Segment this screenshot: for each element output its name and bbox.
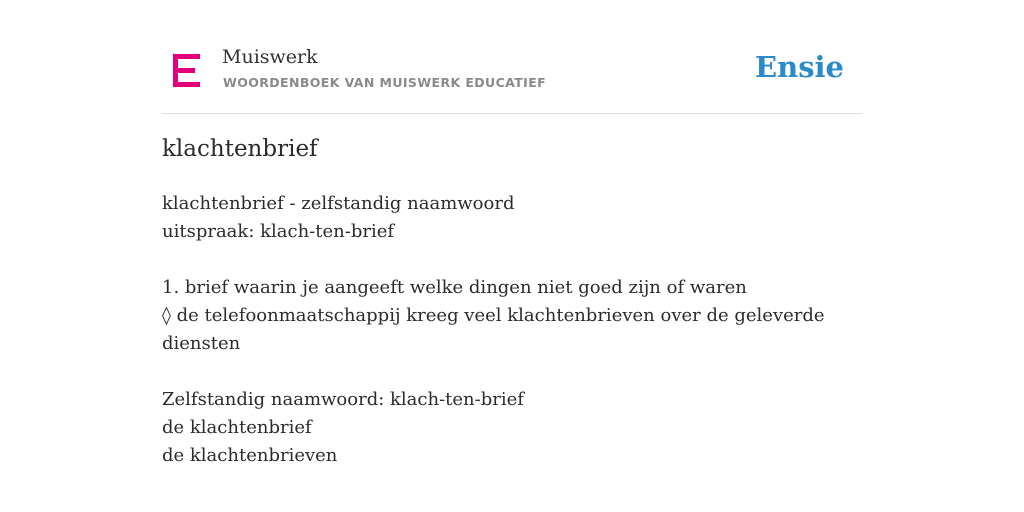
page-header — [162, 44, 862, 114]
entry-title: klachtenbrief — [162, 136, 318, 162]
plural-form-line: de klachtenbrieven — [162, 445, 338, 466]
singular-form-line: de klachtenbrief — [162, 417, 312, 438]
logo-bar-bottom — [173, 82, 200, 87]
example-line: ◊ de telefoonmaatschappij kreeg veel klachtenbrieven over de geleverde diensten — [162, 305, 825, 354]
ensie-logo[interactable]: Ensie — [755, 50, 844, 84]
muiswerk-e-logo-icon[interactable] — [173, 54, 200, 87]
blank-line — [162, 358, 862, 386]
definition-line: 1. brief waarin je aangeeft welke dingen niet goed zijn of waren — [162, 277, 747, 298]
brand-name[interactable]: Muiswerk — [222, 46, 318, 68]
pronunciation-line: uitspraak: klach-ten-brief — [162, 221, 395, 242]
logo-bar-middle — [173, 68, 195, 73]
part-of-speech-line: klachtenbrief - zelfstandig naamwoord — [162, 193, 515, 214]
brand-subtitle: WOORDENBOEK VAN MUISWERK EDUCATIEF — [223, 75, 547, 90]
entry-definition — [162, 190, 862, 470]
noun-syllables-line: Zelfstandig naamwoord: klach-ten-brief — [162, 389, 524, 410]
logo-bar-top — [173, 54, 200, 59]
blank-line — [162, 246, 862, 274]
